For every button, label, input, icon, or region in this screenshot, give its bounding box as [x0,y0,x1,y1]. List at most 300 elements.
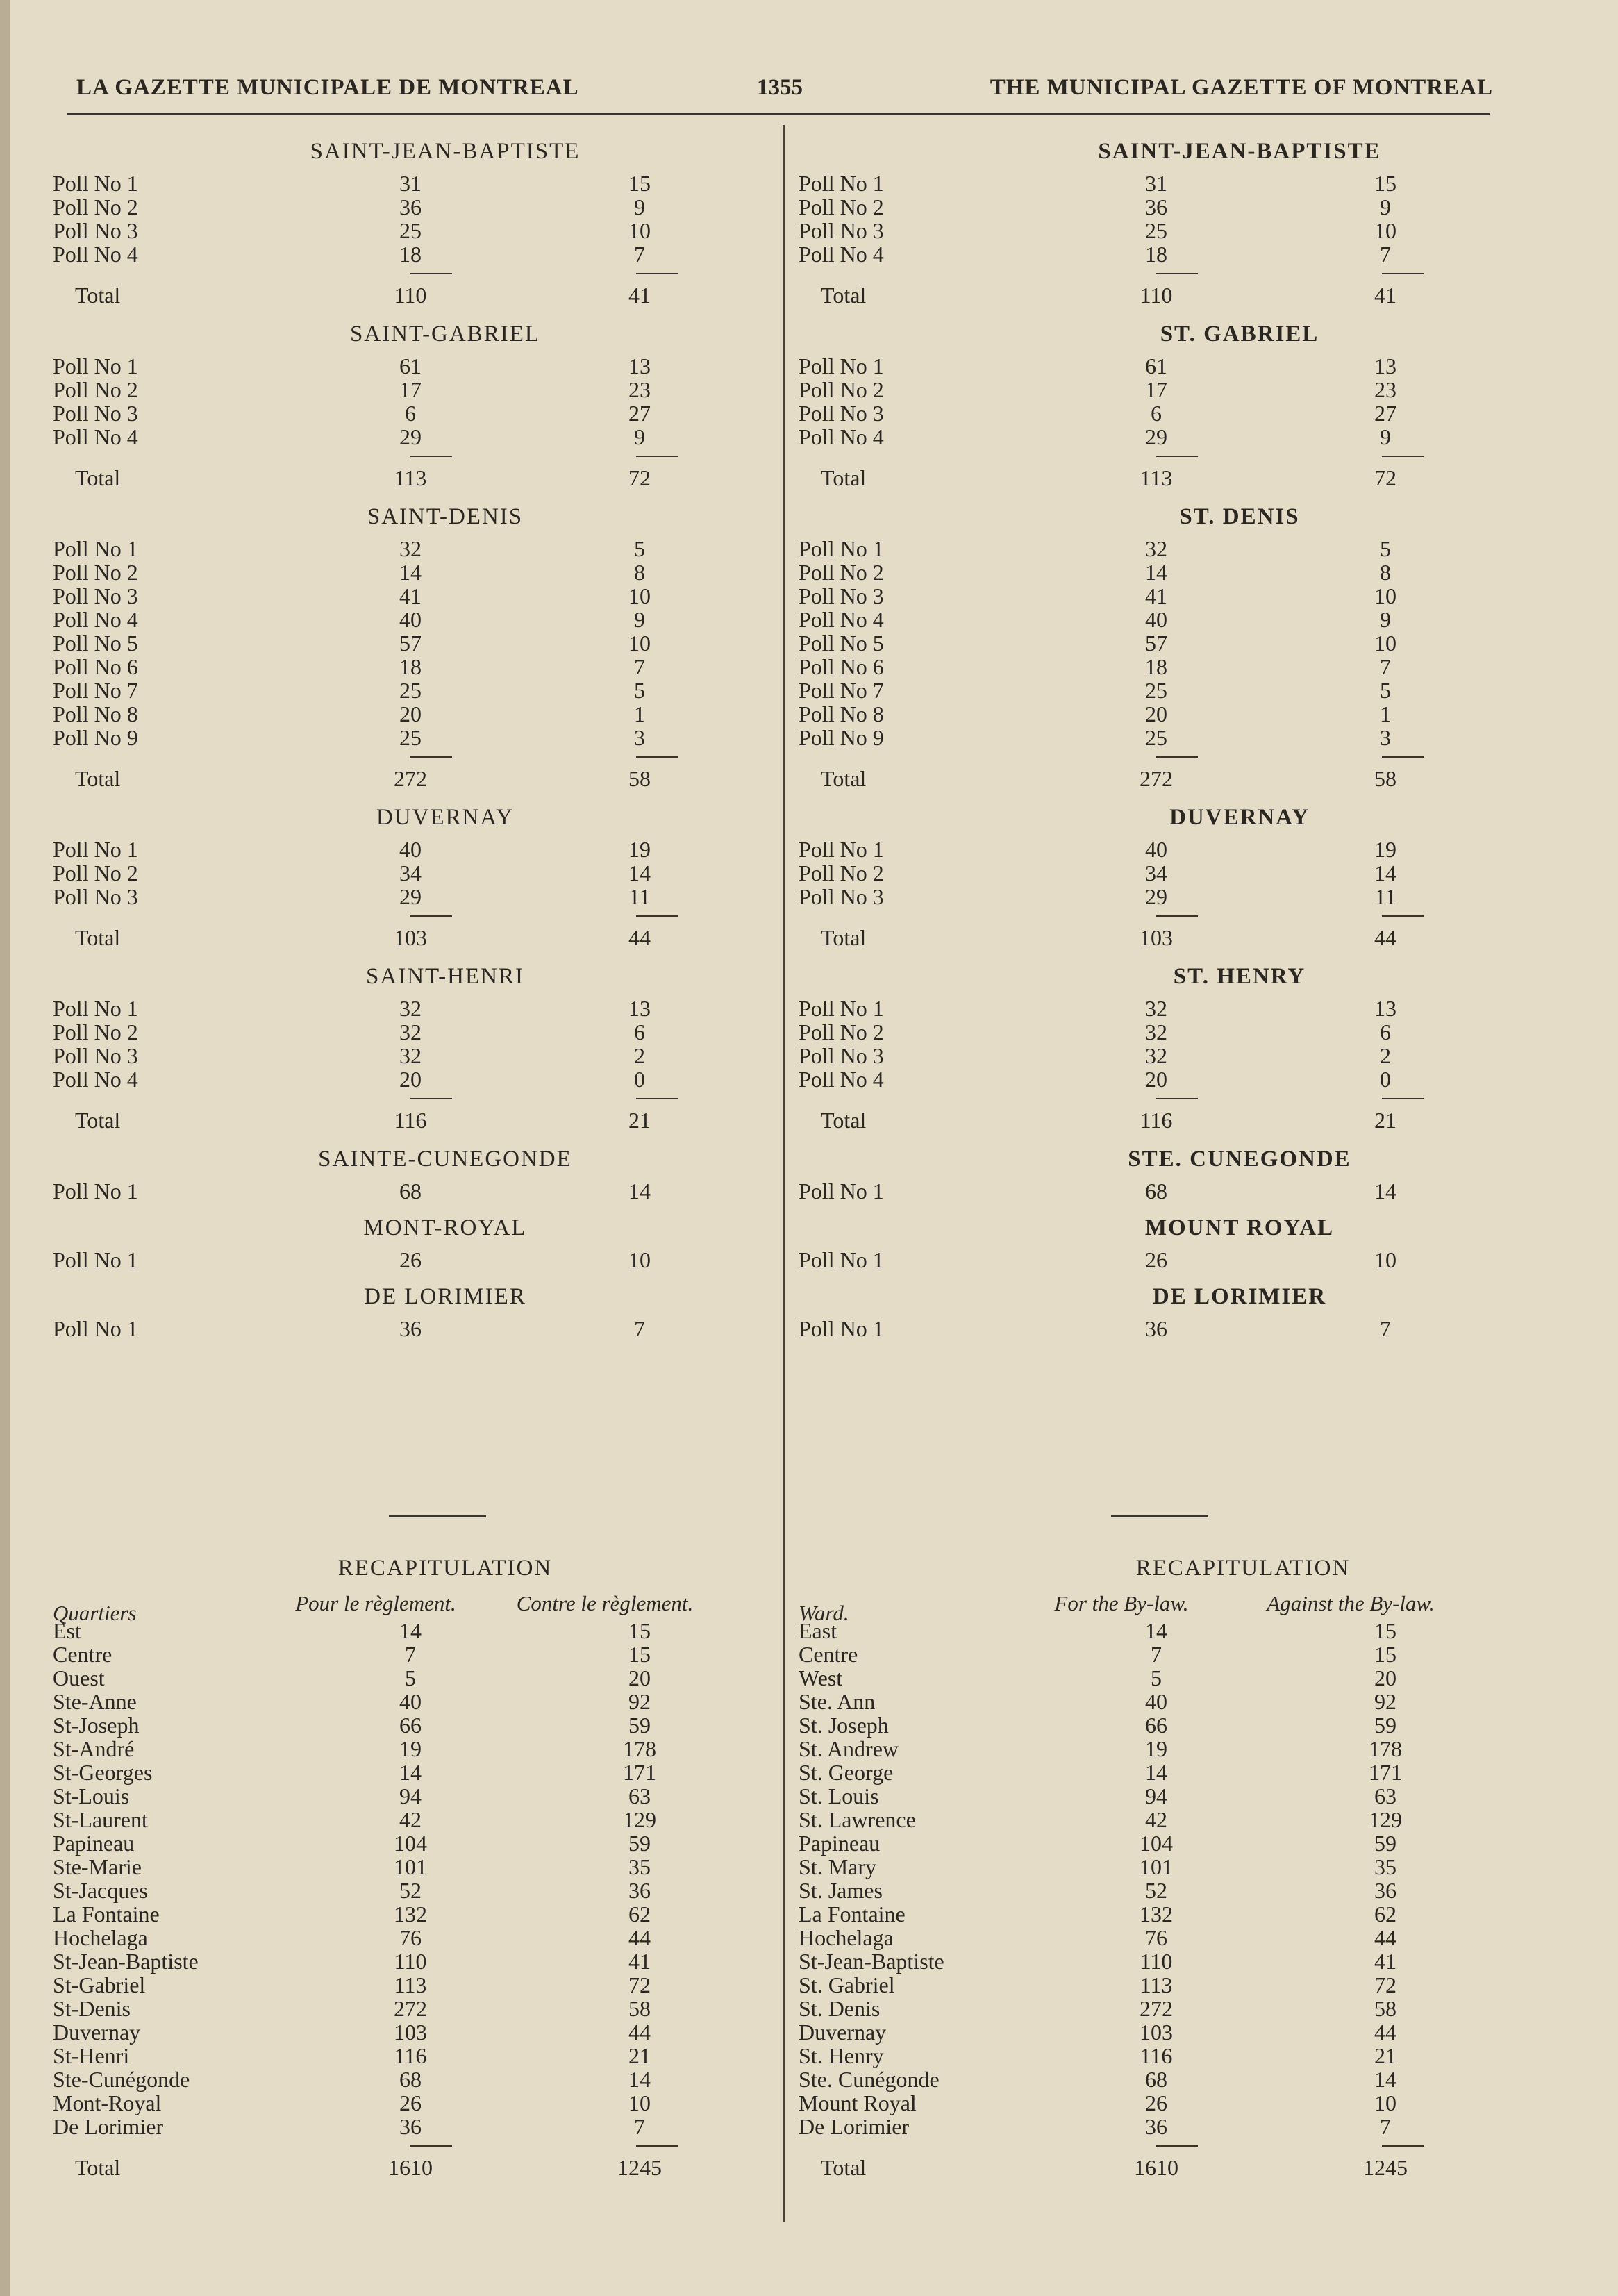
votes-for: 40 [399,837,422,862]
recap-row [799,2068,1507,2091]
total-label: Total [75,283,121,308]
poll-row [799,702,1507,726]
recap-ward: De Lorimier [53,2114,164,2139]
votes-for: 17 [399,377,422,402]
poll-label: Poll No 3 [799,1043,884,1068]
poll-label: Poll No 1 [799,353,884,378]
total-row [53,1106,761,1134]
votes-for: 18 [399,654,422,679]
poll-label: Poll No 1 [799,996,884,1021]
recap-for: 110 [394,1949,427,1974]
poll-label: Poll No 5 [799,631,884,656]
recap-ward: Ste-Cunégonde [53,2067,190,2092]
sum-rules [799,266,1507,281]
votes-against: 6 [1380,1020,1391,1045]
votes-against: 2 [634,1043,645,1068]
recap-row [53,1784,761,1808]
total-for: 103 [1140,925,1173,950]
votes-for: 34 [399,860,422,885]
poll-row [799,195,1507,219]
poll-row [53,1179,761,1203]
recap-for: 5 [1151,1665,1162,1690]
recap-row [53,1973,761,1997]
votes-against: 0 [634,1067,645,1092]
votes-for: 29 [399,884,422,909]
votes-for: 14 [1145,560,1167,585]
poll-label: Poll No 3 [799,401,884,426]
votes-against: 14 [628,860,651,885]
votes-for: 20 [1145,1067,1167,1092]
votes-for: 61 [1145,353,1167,378]
recap-against: 15 [628,1642,651,1667]
votes-for: 6 [405,401,416,426]
votes-against: 27 [1374,401,1396,426]
votes-against: 10 [628,1247,651,1272]
ward-title: DUVERNAY [1169,805,1310,830]
poll-label: Poll No 5 [53,631,138,656]
poll-label: Poll No 6 [53,654,138,679]
votes-for: 41 [1145,583,1167,608]
poll-label: Poll No 4 [53,607,138,632]
recap-ward: St-Laurent [53,1807,148,1832]
votes-for: 26 [399,1247,422,1272]
poll-label: Poll No 7 [53,678,138,703]
votes-against: 23 [628,377,651,402]
recap-against: 7 [1380,2114,1391,2139]
total-for: 272 [394,766,427,791]
recap-total-against: 1245 [1363,2155,1408,2180]
recap-against: 41 [1374,1949,1396,1974]
votes-for: 32 [1145,1020,1167,1045]
poll-row [799,838,1507,861]
ward-title: DE LORIMIER [364,1284,526,1309]
votes-for: 32 [399,996,422,1021]
recap-against: 171 [1369,1760,1402,1785]
sum-rule-against [1382,756,1424,765]
recap-header-against: Against the By-law. [1267,1591,1435,1615]
total-against: 58 [628,766,651,791]
recap-row [799,1902,1507,1926]
votes-against: 11 [628,884,651,909]
votes-for: 36 [399,194,422,219]
poll-row [799,861,1507,885]
votes-for: 25 [1145,218,1167,243]
recap-row [53,1761,761,1784]
poll-label: Poll No 1 [53,1179,138,1204]
recap-against: 92 [1374,1689,1396,1714]
votes-against: 13 [1374,353,1396,378]
poll-row [53,702,761,726]
ward-section [53,1284,761,1340]
votes-against: 13 [628,996,651,1021]
poll-row [53,861,761,885]
total-against: 21 [1374,1108,1396,1133]
recap-for: 19 [399,1736,422,1761]
poll-label: Poll No 4 [799,242,884,267]
recap-against: 20 [628,1665,651,1690]
votes-against: 5 [1380,678,1391,703]
votes-for: 29 [1145,424,1167,449]
poll-row [799,726,1507,749]
votes-against: 11 [1374,884,1396,909]
recap-ward: East [799,1618,837,1643]
sum-rule-against [1382,456,1424,464]
sum-rule-for [410,456,452,464]
votes-against: 13 [628,353,651,378]
recapitulation-english [799,1556,1507,2181]
recap-against: 171 [623,1760,656,1785]
total-label: Total [821,1108,867,1133]
poll-row [799,425,1507,449]
recap-ward: Ste. Cunégonde [799,2067,940,2092]
votes-against: 8 [634,560,645,585]
ward-section [53,964,761,1134]
total-label: Total [821,283,867,308]
recap-for: 7 [1151,1642,1162,1667]
recap-row [799,1784,1507,1808]
poll-row [53,1044,761,1067]
total-against: 21 [628,1108,651,1133]
recap-total-row [53,2154,761,2181]
votes-for: 29 [1145,884,1167,909]
recap-for: 5 [405,1665,416,1690]
recap-for: 26 [1145,2090,1167,2115]
recap-for: 116 [394,2043,427,2068]
votes-against: 1 [634,701,645,726]
recap-row [53,2068,761,2091]
poll-label: Poll No 4 [53,242,138,267]
votes-against: 27 [628,401,651,426]
poll-row [53,726,761,749]
recap-against: 7 [634,2114,645,2139]
votes-against: 7 [634,654,645,679]
poll-row [799,631,1507,655]
poll-row [53,378,761,401]
recap-row [799,1642,1507,1666]
recap-for: 116 [1140,2043,1173,2068]
poll-row [53,195,761,219]
votes-for: 34 [1145,860,1167,885]
ward-title: ST. HENRY [1173,964,1306,989]
recap-header-ward: Ward. [799,1601,849,1625]
poll-row [53,885,761,908]
recap-against: 20 [1374,1665,1396,1690]
recap-header-against: Contre le règlement. [516,1591,694,1615]
recap-row [53,1926,761,1949]
page-number: 1355 [757,75,803,100]
recap-total-against: 1245 [617,2155,662,2180]
poll-label: Poll No 8 [53,701,138,726]
recap-for: 132 [1140,1902,1173,1927]
recap-row [53,2020,761,2044]
sum-rule-for [410,1098,452,1106]
total-row [53,924,761,951]
total-row [799,464,1507,492]
sum-spacer [53,749,282,765]
recap-ward: Papineau [53,1831,135,1856]
recap-total-row [799,2154,1507,2181]
recap-for: 26 [399,2090,422,2115]
votes-against: 5 [634,536,645,561]
poll-label: Poll No 3 [53,884,138,909]
sum-rule-against [636,2145,678,2154]
recap-for: 14 [399,1618,422,1643]
sum-rule-against [1382,915,1424,924]
votes-for: 36 [399,1316,422,1341]
votes-for: 25 [1145,678,1167,703]
poll-label: Poll No 1 [53,1247,138,1272]
poll-label: Poll No 2 [799,1020,884,1045]
sum-rules [53,449,761,464]
recap-for: 14 [1145,1618,1167,1643]
votes-for: 32 [1145,1043,1167,1068]
right-separator-rule [1111,1515,1208,1517]
votes-against: 10 [628,631,651,656]
poll-label: Poll No 1 [53,996,138,1021]
sum-rules [799,749,1507,765]
recap-against: 59 [1374,1831,1396,1856]
recap-row [53,2091,761,2115]
recap-row [799,1949,1507,1973]
total-label: Total [75,766,121,791]
recap-ward: St. George [799,1760,894,1785]
sum-spacer [53,2138,282,2154]
votes-for: 41 [399,583,422,608]
poll-row [799,219,1507,242]
sum-rule-against [1382,2145,1424,2154]
recap-row [53,1690,761,1713]
votes-against: 9 [634,607,645,632]
recap-total-label: Total [75,2155,121,2180]
poll-label: Poll No 2 [53,560,138,585]
poll-label: Poll No 1 [799,171,884,196]
total-label: Total [75,925,121,950]
total-for: 113 [394,465,427,490]
poll-label: Poll No 2 [53,1020,138,1045]
votes-for: 31 [1145,171,1167,196]
header-title-english: THE MUNICIPAL GAZETTE OF MONTREAL [990,75,1493,100]
total-label: Total [821,465,867,490]
recap-row [53,1619,761,1642]
recap-for: 36 [1145,2114,1167,2139]
recap-row [799,1879,1507,1902]
recap-header-for: Pour le règlement. [295,1591,456,1615]
sum-rules [799,1091,1507,1106]
votes-against: 6 [634,1020,645,1045]
poll-row [53,242,761,266]
ward-section [53,322,761,492]
poll-label: Poll No 4 [799,1067,884,1092]
recap-against: 63 [628,1783,651,1808]
votes-against: 9 [1380,607,1391,632]
votes-against: 3 [1380,725,1391,750]
total-row [53,464,761,492]
recap-for: 14 [399,1760,422,1785]
sum-rule-against [636,1098,678,1106]
ward-title: DE LORIMIER [1152,1284,1327,1309]
votes-for: 18 [1145,242,1167,267]
poll-label: Poll No 3 [799,884,884,909]
poll-label: Poll No 1 [799,536,884,561]
recap-ward: Hochelaga [799,1925,894,1950]
recap-for: 94 [1145,1783,1167,1808]
poll-label: Poll No 2 [53,194,138,219]
votes-for: 25 [399,218,422,243]
sum-rule-against [636,756,678,765]
poll-label: Poll No 3 [53,401,138,426]
recap-for: 36 [399,2114,422,2139]
votes-for: 61 [399,353,422,378]
votes-against: 7 [1380,654,1391,679]
recap-against: 129 [623,1807,656,1832]
poll-row [799,885,1507,908]
recap-against: 44 [628,1925,651,1950]
recap-for: 42 [399,1807,422,1832]
total-row [799,765,1507,792]
poll-label: Poll No 2 [799,194,884,219]
poll-row [53,997,761,1020]
recap-for: 101 [1140,1854,1173,1879]
votes-against: 15 [628,171,651,196]
votes-against: 0 [1380,1067,1391,1092]
recap-row [53,1666,761,1690]
total-against: 41 [1374,283,1396,308]
recap-total-for: 1610 [1134,2155,1178,2180]
poll-row [799,608,1507,631]
votes-for: 31 [399,171,422,196]
recap-ward: Mont-Royal [53,2090,162,2115]
poll-label: Poll No 1 [53,837,138,862]
sum-rule-for [410,273,452,281]
sum-spacer [799,908,1028,924]
recap-ward: Ouest [53,1665,105,1690]
recap-row [799,2044,1507,2068]
poll-label: Poll No 2 [799,377,884,402]
votes-for: 18 [1145,654,1167,679]
votes-against: 7 [1380,1316,1391,1341]
ward-title: SAINT-GABRIEL [349,322,541,347]
recap-row [799,1855,1507,1879]
total-label: Total [821,766,867,791]
recap-for: 76 [1145,1925,1167,1950]
votes-for: 14 [399,560,422,585]
recap-against: 36 [1374,1878,1396,1903]
recap-row [53,1902,761,1926]
poll-label: Poll No 1 [53,536,138,561]
ward-title: MOUNT ROYAL [1144,1215,1335,1240]
poll-label: Poll No 6 [799,654,884,679]
total-for: 103 [394,925,427,950]
recap-against: 14 [1374,2067,1396,2092]
recap-row [799,2115,1507,2138]
recap-header-ward: Quartiers [53,1601,137,1625]
sum-spacer [799,2138,1028,2154]
ward-title: DUVERNAY [376,805,515,830]
poll-row [799,401,1507,425]
ward-title: STE. CUNEGONDE [1128,1147,1351,1172]
recap-for: 68 [1145,2067,1167,2092]
poll-row [799,997,1507,1020]
total-for: 110 [1140,283,1173,308]
poll-label: Poll No 9 [799,725,884,750]
poll-label: Poll No 1 [53,1316,138,1341]
recap-for: 132 [394,1902,427,1927]
poll-label: Poll No 1 [799,1179,884,1204]
recap-against: 15 [1374,1618,1396,1643]
sum-rule-for [1156,915,1198,924]
recap-for: 272 [1140,1996,1173,2021]
votes-against: 10 [1374,631,1396,656]
poll-row [799,1020,1507,1044]
ward-section [799,805,1507,951]
sum-rule-for [1156,1098,1198,1106]
recap-row [799,1713,1507,1737]
recap-header-row [53,1591,761,1625]
votes-against: 10 [1374,218,1396,243]
poll-row [53,655,761,679]
sum-rules [53,1091,761,1106]
sum-rules [53,266,761,281]
recap-ward: Centre [53,1642,112,1667]
recap-against: 44 [1374,1925,1396,1950]
recap-row [53,1713,761,1737]
recap-against: 10 [628,2090,651,2115]
recap-for: 113 [1140,1972,1173,1997]
poll-label: Poll No 4 [799,607,884,632]
recap-ward: Centre [799,1642,858,1667]
recap-ward: St. Andrew [799,1736,899,1761]
recap-against: 178 [1369,1736,1402,1761]
recap-against: 72 [628,1972,651,1997]
votes-against: 14 [1374,860,1396,885]
sum-rule-for [410,915,452,924]
recap-against: 21 [1374,2043,1396,2068]
recap-against: 58 [1374,1996,1396,2021]
poll-row [53,679,761,702]
recap-title: RECAPITULATION [337,1556,553,1581]
recap-against: 59 [628,1713,651,1738]
sum-rules [53,2138,761,2154]
poll-row [799,172,1507,195]
votes-for: 36 [1145,194,1167,219]
sum-rule-against [1382,273,1424,281]
ward-section [799,1284,1507,1340]
recap-ward: Ste-Marie [53,1854,142,1879]
total-for: 116 [1140,1108,1173,1133]
recap-for: 104 [1140,1831,1173,1856]
recap-against: 62 [628,1902,651,1927]
votes-for: 25 [399,725,422,750]
ward-section [799,504,1507,792]
poll-label: Poll No 2 [799,860,884,885]
votes-against: 14 [628,1179,651,1204]
recap-against: 35 [1374,1854,1396,1879]
left-separator-rule [389,1515,486,1517]
sum-spacer [53,1091,282,1106]
total-row [799,281,1507,309]
recap-ward: St-Gabriel [53,1972,146,1997]
recap-title: RECAPITULATION [1135,1556,1351,1581]
recap-against: 14 [628,2067,651,2092]
recap-for: 101 [394,1854,427,1879]
recap-row [799,1619,1507,1642]
total-against: 41 [628,283,651,308]
poll-label: Poll No 3 [53,583,138,608]
recap-for: 42 [1145,1807,1167,1832]
sum-rules [53,908,761,924]
recap-row [53,1642,761,1666]
votes-against: 9 [1380,424,1391,449]
